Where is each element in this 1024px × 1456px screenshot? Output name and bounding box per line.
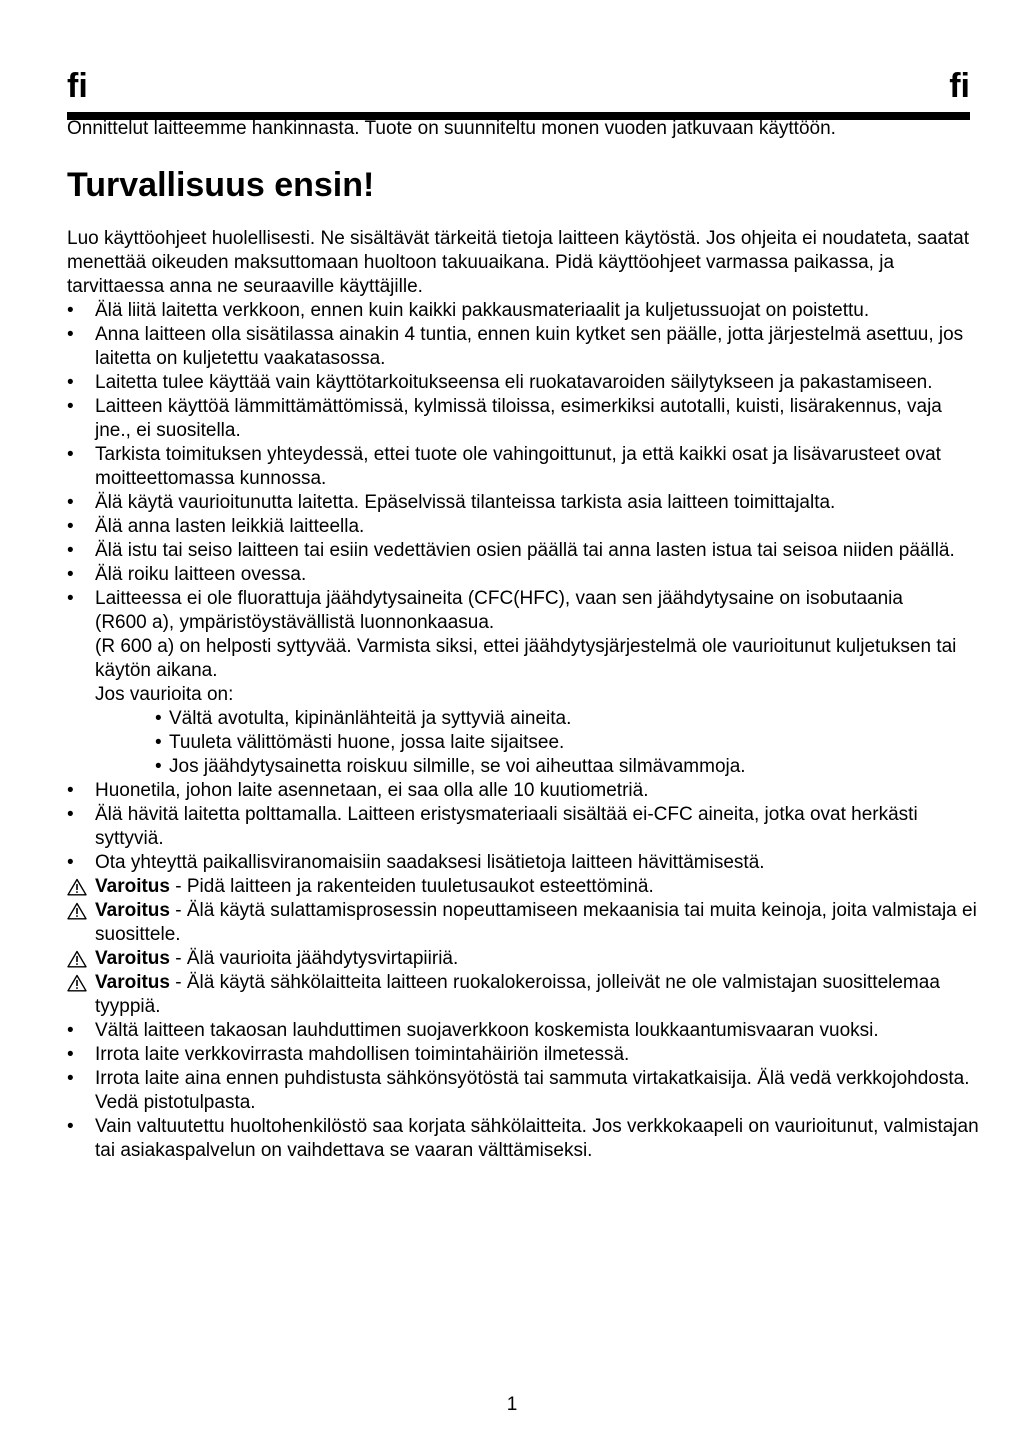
electrical-safety-list bbox=[67, 1019, 979, 1163]
warning-text: - Pidä laitteen ja rakenteiden tuuletusaukot esteettöminä. bbox=[169, 876, 654, 897]
list-item: • Irrota laite aina ennen puhdistusta sähkönsyötöstä tai sammuta virtakatkaisija. Älä vedä verkkojohdosta. Vedä pistotulpasta. bbox=[67, 1067, 979, 1115]
refrigerant-list bbox=[67, 587, 979, 803]
disposal-list bbox=[67, 803, 979, 875]
damage-sub-list bbox=[95, 707, 979, 779]
list-item: • Anna laitteen olla sisätilassa ainakin 4 tuntia, ennen kuin kytket sen päälle, jotta järjestelmä asettuu, jos laitetta on kuljetettu vaakatasossa. bbox=[67, 323, 979, 371]
warning-triangle-icon bbox=[67, 878, 87, 896]
document-body bbox=[67, 117, 979, 1163]
refrigerant-line: • Laitteessa ei ole fluorattuja jäähdytysaineita (CFC(HFC), vaan sen jäähdytysaine on isobutaania bbox=[95, 588, 903, 609]
warning-list bbox=[67, 875, 979, 1019]
list-item: • Älä istu tai seiso laitteen tai esiin vedettävien osien päällä tai anna lasten istua tai seisoa niiden päällä. bbox=[67, 539, 979, 563]
intro-text: Onnittelut laitteemme hankinnasta. Tuote on suunniteltu monen vuoden jatkuvaan käyttöön. bbox=[67, 118, 836, 139]
warning-text: - Älä käytä sähkölaitteita laitteen ruokalokeroissa, jolleivät ne ole valmistajan suosittelemaa tyyppiä. bbox=[95, 972, 940, 1017]
list-item: • Huonetila, johon laite asennetaan, ei saa olla alle 10 kuutiometriä. bbox=[67, 779, 979, 803]
warning-item bbox=[67, 971, 979, 1019]
list-item: • Vain valtuutettu huoltohenkilöstö saa korjata sähkölaitteita. Jos verkkokaapeli on vaurioitunut, valmistajan tai asiakaspalvelun on vaihdettava se vaaran välttämiseksi. bbox=[67, 1115, 979, 1163]
list-item: • Älä roiku laitteen ovessa. bbox=[67, 563, 979, 587]
list-item: • Ota yhteyttä paikallisviranomaisiin saadaksesi lisätietoja laitteen hävittämisestä. bbox=[67, 851, 979, 875]
sub-list-item: • Jos jäähdytysainetta roiskuu silmille, se voi aiheuttaa silmävammoja. bbox=[155, 755, 979, 779]
refrigerant-line: Jos vaurioita on: bbox=[95, 684, 234, 705]
list-item: • Tarkista toimituksen yhteydessä, ettei tuote ole vahingoittunut, ja että kaikki osat ja lisävarusteet ovat moitteettomassa kunnossa. bbox=[67, 443, 979, 491]
warning-triangle-icon bbox=[67, 950, 87, 968]
warning-item bbox=[67, 899, 979, 947]
page-number: 1 bbox=[506, 1394, 518, 1415]
warning-label: Varoitus bbox=[95, 972, 170, 993]
general-safety-list bbox=[67, 299, 979, 587]
language-header bbox=[67, 66, 970, 120]
list-item: • Älä käytä vaurioitunutta laitetta. Epäselvissä tilanteissa tarkista asia laitteen toimittajalta. bbox=[67, 491, 979, 515]
list-item: • Laitteen käyttöä lämmittämättömissä, kylmissä tiloissa, esimerkiksi autotalli, kuisti, lisärakennus, vaja jne., ei suositella. bbox=[67, 395, 979, 443]
language-code-left: fi bbox=[67, 67, 88, 105]
warning-item bbox=[67, 875, 979, 899]
list-item: • Älä anna lasten leikkiä laitteella. bbox=[67, 515, 979, 539]
list-item: • Älä hävitä laitetta polttamalla. Laitteen eristysmateriaali sisältää ei-CFC aineita, jotka ovat herkästi syttyviä. bbox=[67, 803, 979, 851]
section-title: Turvallisuus ensin! bbox=[67, 166, 375, 204]
refrigerant-line: (R 600 a) on helposti syttyvää. Varmista siksi, ettei jäähdytysjärjestelmä ole vaurioitunut kuljetuksen tai käytön aikana. bbox=[95, 636, 957, 681]
refrigerant-line: (R600 a), ympäristöystävällistä luonnonkaasua. bbox=[95, 612, 495, 633]
warning-text: - Älä käytä sulattamisprosessin nopeuttamiseen mekaanisia tai muita keinoja, joita valmistaja ei suosittele. bbox=[95, 900, 977, 945]
list-item: • Irrota laite verkkovirrasta mahdollisen toimintahäiriön ilmetessä. bbox=[67, 1043, 979, 1067]
warning-label: Varoitus bbox=[95, 876, 170, 897]
language-code-right: fi bbox=[949, 67, 970, 105]
list-item: • Vältä laitteen takaosan lauhduttimen suojaverkkoon koskemista loukkaantumisvaaran vuoksi. bbox=[67, 1019, 979, 1043]
list-item: • Laitetta tulee käyttää vain käyttötarkoitukseensa eli ruokatavaroiden säilytykseen ja pakastamiseen. bbox=[67, 371, 979, 395]
instructions-paragraph: Luo käyttöohjeet huolellisesti. Ne sisältävät tärkeitä tietoja laitteen käytöstä. Jos ohjeita ei noudateta, saatat menettää oikeuden maksuttomaan huoltoon takuuaikana. Pidä käyttöohjeet varmassa paikassa, ja tarvittaessa anna ne seuraaville käyttäjille. bbox=[67, 228, 969, 297]
sub-list-item: • Vältä avotulta, kipinänlähteitä ja syttyviä aineita. bbox=[155, 707, 979, 731]
warning-triangle-icon bbox=[67, 902, 87, 920]
list-item: • Älä liitä laitetta verkkoon, ennen kuin kaikki pakkausmateriaalit ja kuljetussuojat on poistettu. bbox=[67, 299, 979, 323]
list-item bbox=[67, 587, 979, 779]
warning-triangle-icon bbox=[67, 974, 87, 992]
sub-list-item: • Tuuleta välittömästi huone, jossa laite sijaitsee. bbox=[155, 731, 979, 755]
warning-item bbox=[67, 947, 979, 971]
warning-text: - Älä vaurioita jäähdytysvirtapiiriä. bbox=[169, 948, 459, 969]
warning-label: Varoitus bbox=[95, 948, 170, 969]
warning-label: Varoitus bbox=[95, 900, 170, 921]
